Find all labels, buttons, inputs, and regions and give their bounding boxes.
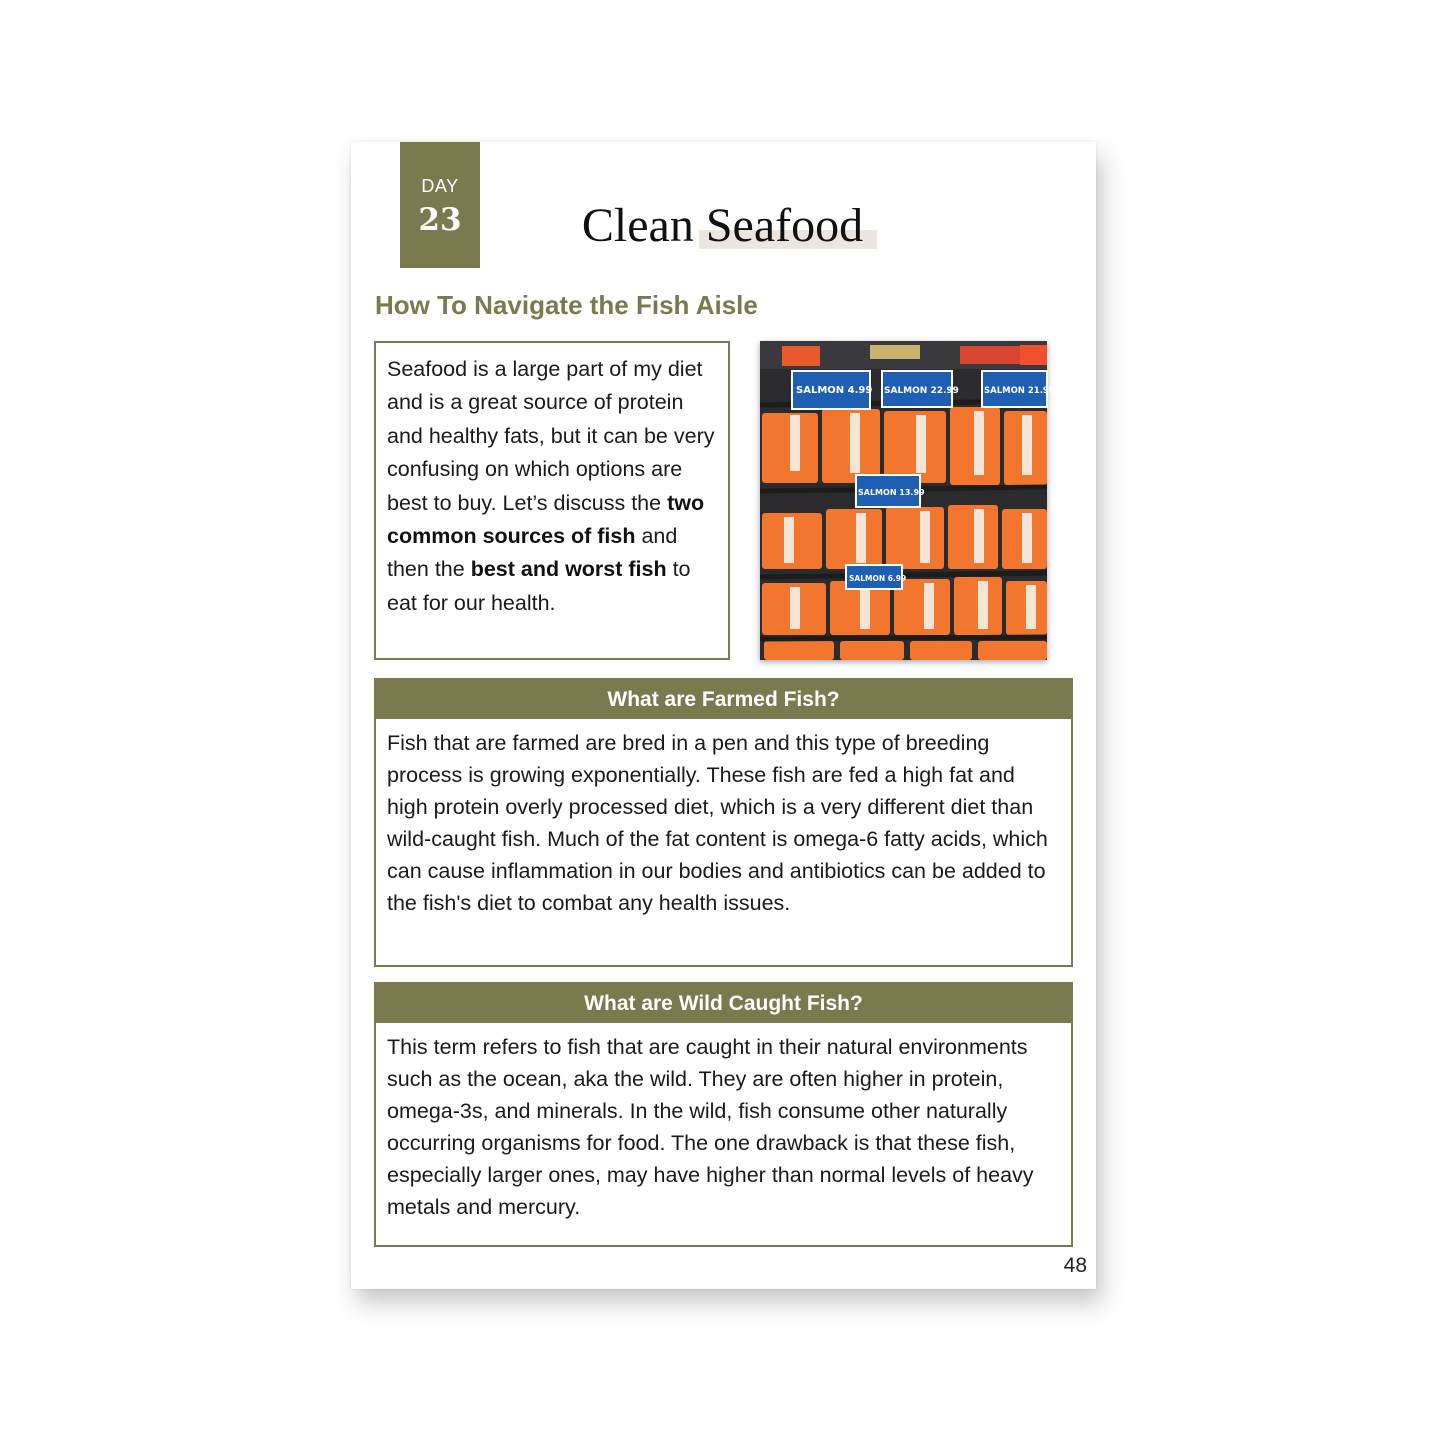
intro-bold-text: two common sources of fish <box>387 490 705 549</box>
day-number: 23 <box>418 202 462 238</box>
intro-text-part: to eat for our health. <box>387 557 691 615</box>
farmed-fish-heading: What are Farmed Fish? <box>376 680 1071 719</box>
fish-aisle-photo <box>760 341 1055 660</box>
intro-text-part: Seafood is a large part of my diet and is a great source of protein and healthy fats, but it can be very confusing on which options are best to buy. Let’s discuss the <box>387 357 715 515</box>
wild-fish-heading: What are Wild Caught Fish? <box>376 984 1071 1023</box>
wild-fish-text: This term refers to fish that are caught in their natural environments such as the ocean, aka the wild. They are often higher in protein, omega-3s, and minerals. In the wild, fish consume other naturally occurring organisms for food. The one drawback is that these fish, especially larger ones, may have higher than normal levels of heavy metals and mercury. <box>387 1035 1034 1219</box>
price-tag-label: SALMON 22.99 <box>884 386 959 396</box>
intro-bold-text: best and worst fish <box>470 557 667 582</box>
price-tag-label: SALMON 21.99 <box>984 386 1055 396</box>
intro-text-box <box>374 341 730 660</box>
page-number: 48 <box>1063 1254 1087 1277</box>
day-label: DAY <box>421 176 459 196</box>
intro-text-part: and then the <box>387 524 678 582</box>
document-page <box>351 142 1096 1289</box>
farmed-fish-section <box>374 678 1073 967</box>
price-tag-label: SALMON 13.99 <box>858 488 925 497</box>
day-badge <box>400 142 480 268</box>
page-title: Clean Seafood <box>581 199 864 252</box>
farmed-fish-text: Fish that are farmed are bred in a pen and this type of breeding process is growing exponentially. These fish are fed a high fat and high protein overly processed diet, which is a very different diet than wild-caught fish. Much of the fat content is omega-6 fatty acids, which can cause inflammation in our bodies and antibiotics can be added to the fish's diet to combat any health issues. <box>387 731 1048 915</box>
price-tag-label: SALMON 4.99 <box>796 385 873 396</box>
price-tag-label: SALMON 6.99 <box>849 574 907 583</box>
section-subtitle: How To Navigate the Fish Aisle <box>375 290 758 320</box>
wild-fish-section <box>374 982 1073 1247</box>
